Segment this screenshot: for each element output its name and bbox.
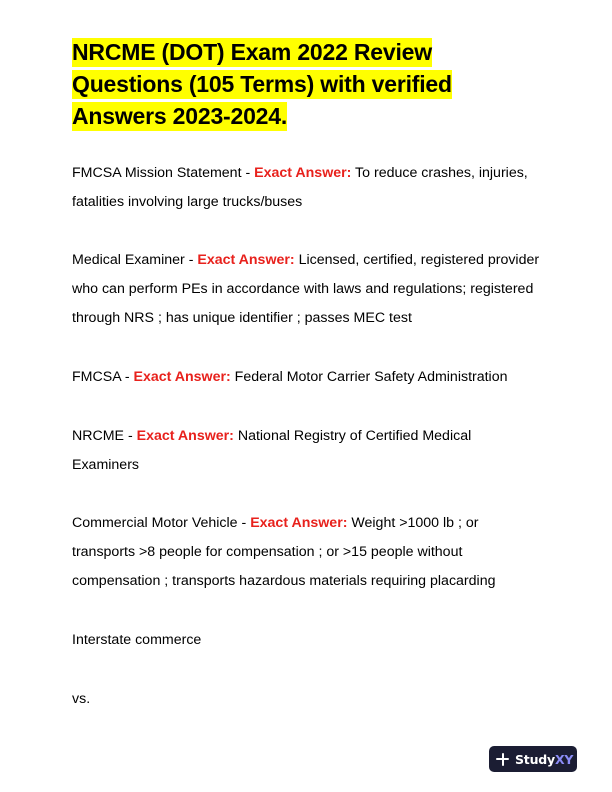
answer-label: Exact Answer: [136, 428, 234, 444]
entry-term: FMCSA Mission Statement - [72, 165, 255, 181]
entry-fmcsa [72, 363, 542, 392]
plus-icon [496, 753, 509, 766]
entry-answer: Weight >1000 lb ; or transports >8 people for compensation ; or >15 people without compensation ; transports hazardous materials requiring placarding [72, 515, 496, 589]
entry-vs [72, 685, 542, 714]
logo-brand-main: Study [515, 751, 555, 767]
studyxy-logo [489, 746, 577, 772]
entry-interstate-commerce [72, 626, 542, 655]
answer-label: Exact Answer: [197, 252, 295, 268]
logo-brand-accent: XY [554, 751, 574, 767]
document-title [72, 36, 492, 132]
entry-medical-examiner [72, 246, 542, 333]
entry-term: FMCSA - [72, 369, 134, 385]
entry-commercial-motor-vehicle [72, 509, 542, 596]
title-highlight: NRCME (DOT) Exam 2022 Review Questions (105 Terms) with verified Answers 2023-2024. [72, 39, 452, 129]
entry-answer: To reduce crashes, injuries, fatalities involving large trucks/buses [72, 165, 528, 210]
answer-label: Exact Answer: [254, 165, 352, 181]
entry-term: Commercial Motor Vehicle - [72, 515, 251, 531]
entry-answer: Licensed, certified, registered provider who can perform PEs in accordance with laws and regulations; registered through NRS ; has unique identifier ; passes MEC test [72, 252, 540, 326]
entry-term: Medical Examiner - [72, 252, 198, 268]
entry-fmcsa-mission-statement [72, 159, 542, 217]
entry-answer: National Registry of Certified Medical Examiners [72, 428, 472, 473]
answer-label: Exact Answer: [133, 369, 231, 385]
entry-answer: Federal Motor Carrier Safety Administration [230, 369, 508, 385]
logo-wordmark [515, 752, 573, 767]
entry-term: Interstate commerce [72, 632, 202, 648]
entry-term: vs. [72, 691, 91, 707]
answer-label: Exact Answer: [250, 515, 348, 531]
entry-term: NRCME - [72, 428, 137, 444]
entry-nrcme [72, 422, 542, 480]
